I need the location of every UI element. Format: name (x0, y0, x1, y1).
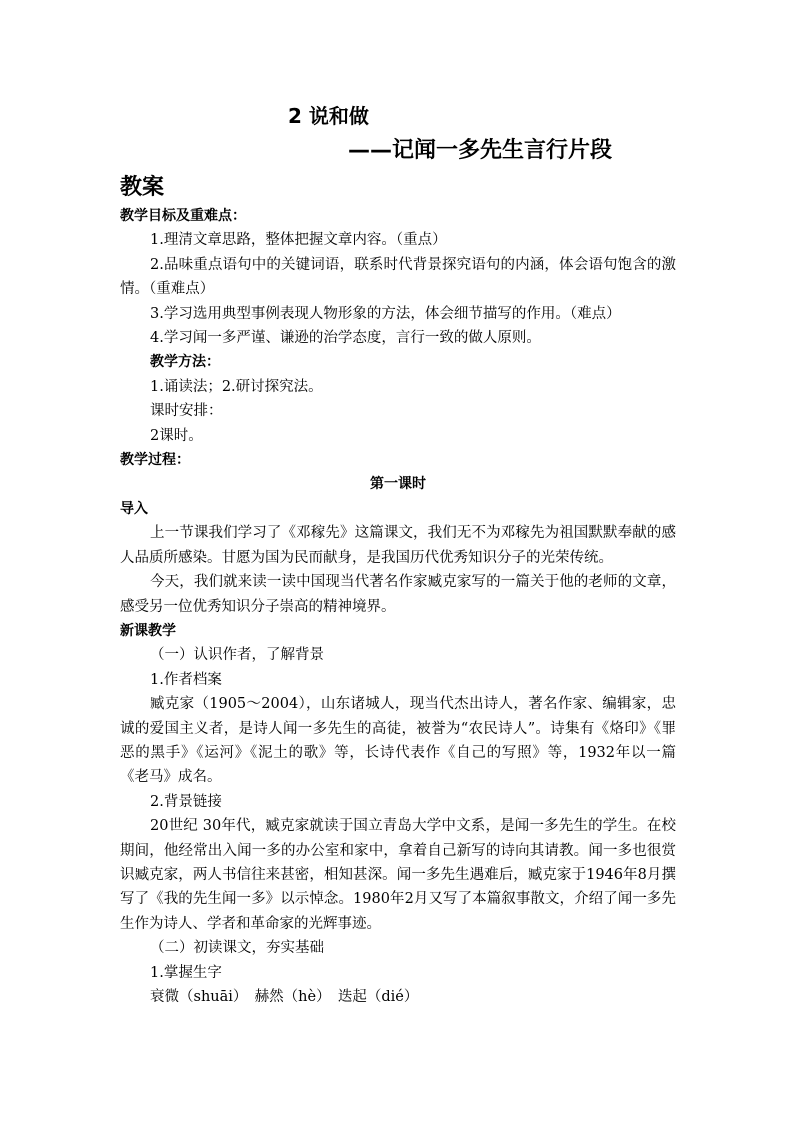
part-one-heading: （一）认识作者，了解背景 (150, 647, 324, 664)
goal-item: 2.品味重点语句中的关键词语，联系时代背景探究语句的内涵，体会语句饱含的激情。（重难点） (120, 256, 676, 298)
author-text: 臧克家（1905～2004），山东诸城人，现当代杰出诗人，著名作家、编辑家，忠诚的爱国主义者，是诗人闻一多先生的高徒，被誉为“农民诗人”。诗集有《烙印》《罪恶的黑手》《运河》《泥土的歌》等，长诗代表作《自己的写照》等，1932年以一篇《老马》成名。 (120, 696, 676, 786)
vocab-line: 衰微（shuāi） 赫然（hè） 迭起（dié） (150, 989, 419, 1005)
goal-item: 1.理清文章思路，整体把握文章内容。（重点） (150, 232, 447, 249)
section-title: 教案 (120, 175, 165, 200)
vocab-heading: 1.掌握生字 (150, 964, 222, 981)
goal-item: 3.学习选用典型事例表现人物形象的方法，体会细节描写的作用。（难点） (150, 305, 621, 322)
method-text: 1.诵读法；2.研讨探究法。 (150, 378, 323, 395)
author-heading: 1.作者档案 (150, 671, 222, 688)
goal-item: 4.学习闻一多严谨、谦逊的治学态度，言行一致的做人原则。 (150, 330, 541, 347)
lesson-one-heading: 第一课时 (370, 476, 426, 493)
schedule-text: 2课时。 (150, 427, 203, 444)
method-heading: 教学方法： (150, 354, 220, 371)
intro-paragraph: 今天，我们就来读一读中国现当代著名作家臧克家写的一篇关于他的老师的文章，感受另一位优秀知识分子崇高的精神境界。 (120, 574, 676, 615)
intro-paragraph: 上一节课我们学习了《邓稼先》这篇课文，我们无不为邓稼先为祖国默默奉献的感人品质所感染。甘愿为国为民而献身，是我国历代优秀知识分子的光荣传统。 (120, 525, 676, 566)
part-two-heading: （二）初读课文，夯实基础 (150, 940, 324, 957)
background-heading: 2.背景链接 (150, 793, 222, 810)
new-lesson-heading: 新课教学 (120, 622, 176, 639)
document-body (120, 204, 676, 1009)
goals-heading: 教学目标及重难点： (120, 208, 246, 224)
process-heading: 教学过程： (120, 452, 190, 469)
background-text: 20世纪 30年代，臧克家就读于国立青岛大学中文系，是闻一多先生的学生。在校期间，他经常出入闻一多的办公室和家中，拿着自己新写的诗向其请教。闻一多也很赏识臧克家，两人书信往来甚密，相知甚深。闻一多先生遇难后，臧克家于1946年8月撰写了《我的先生闻一多》以示悼念。1980年2月又写了本篇叙事散文，介绍了闻一多先生作为诗人、学者和革命家的光辉事迹。 (120, 818, 676, 932)
schedule-heading: 课时安排： (150, 403, 223, 420)
intro-heading: 导入 (120, 500, 148, 517)
lesson-title: 2 说和做 (288, 104, 369, 128)
lesson-subtitle: ——记闻一多先生言行片段 (348, 138, 613, 163)
